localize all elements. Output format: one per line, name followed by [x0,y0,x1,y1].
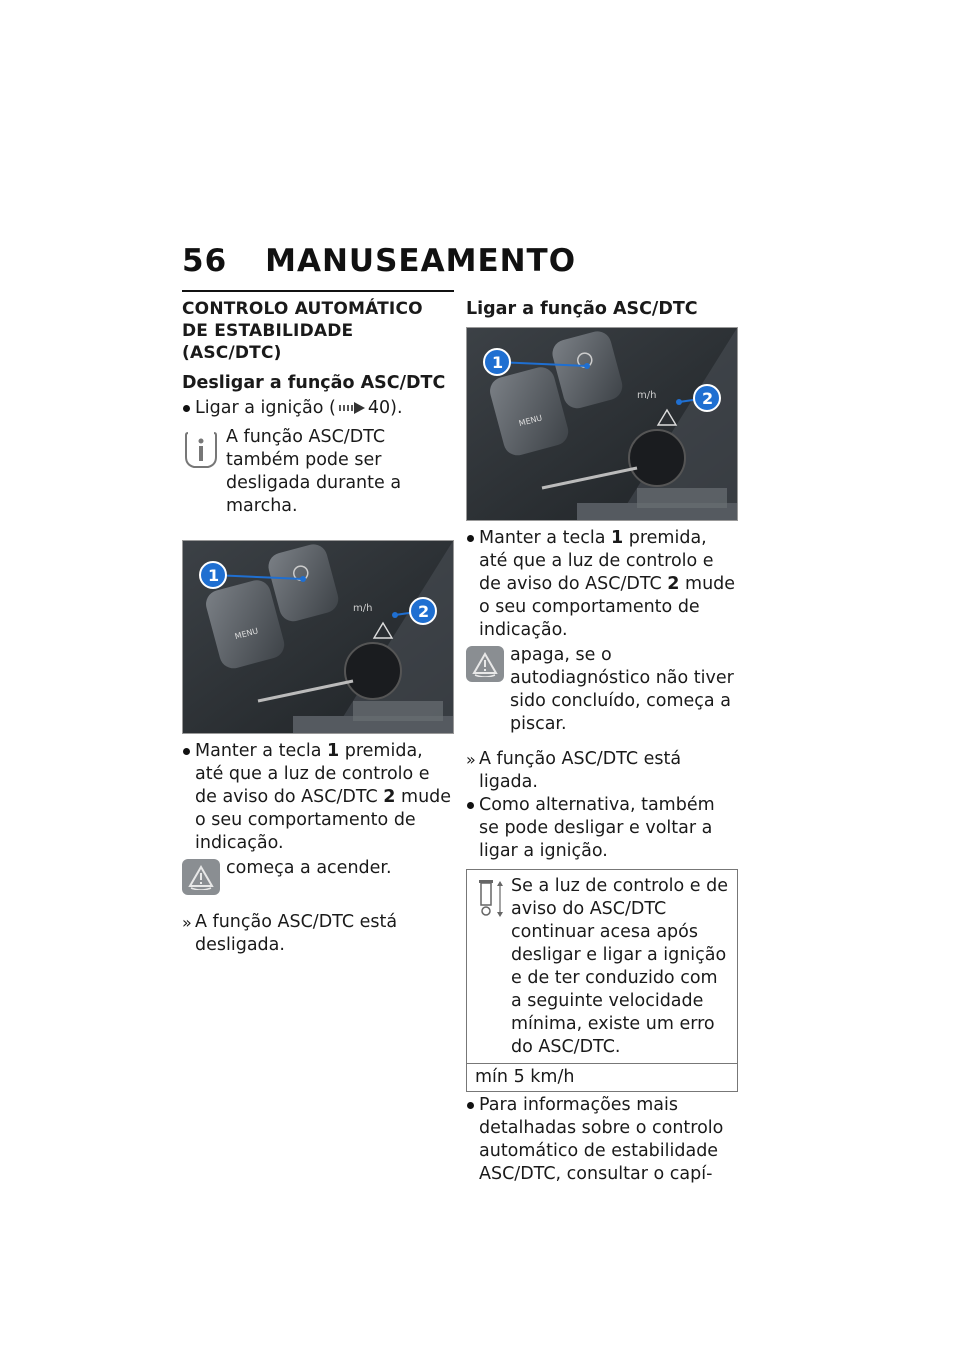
svg-text:MENU: MENU [233,626,260,642]
asc-warning-icon [466,646,504,682]
technical-data-value: mín 5 km/h [467,1063,737,1091]
step-more-info: Para informações mais detalhadas sobre o controlo automático de estabilidade ASC/DTC, consultar o capí- [466,1094,738,1186]
reference-arrow-icon [339,402,365,414]
page-header [182,243,576,279]
callout-2: 2 [702,389,714,408]
callout-1: 1 [208,566,220,585]
left-column [182,290,454,957]
svg-text:MENU: MENU [517,413,544,429]
asc-warning-icon [182,859,220,895]
warning-light-text: começa a acender. [226,858,392,878]
step-ignition-on: Ligar a ignição ( 40). [182,397,454,420]
svg-text:m/h: m/h [637,390,657,401]
info-note [182,426,454,518]
section-title: CONTROLO AUTOMÁTICO DE ESTABILIDADE (ASC/DTC) [182,299,423,363]
callout-2: 2 [418,602,430,621]
section-rule [182,290,454,292]
technical-data-icon [475,878,505,918]
result-asc-off: » A função ASC/DTC está desligada. [182,911,454,957]
technical-data-text: Se a luz de controlo e de aviso do ASC/DTC continuar acesa após desligar e ligar a ignição e de ter conduzido com a seguinte velocidade mínima, existe um erro do ASC/DTC. [511,876,728,1057]
subtitle-switch-off: Desligar a função ASC/DTC [182,373,446,393]
technical-data-box [466,869,738,1092]
right-column [466,290,738,1186]
photo-handlebar-switch-on [466,327,738,521]
chapter-title: MANUSEAMENTO [265,243,577,279]
warning-light-text-on: apaga, se o autodiagnóstico não tiver sido concluído, começa a piscar. [510,645,734,734]
warning-light-state [182,857,454,895]
svg-text:m/h: m/h [353,603,373,614]
result-asc-on: » A função ASC/DTC está ligada. [466,748,738,794]
step-alternative: Como alternativa, também se pode desligar e voltar a ligar a ignição. [466,794,738,863]
info-icon [182,429,220,469]
step-hold-button-on: Manter a tecla 1 premida, até que a luz de controlo e de aviso do ASC/DTC 2 mude o seu comportamento de indicação. [466,527,738,642]
photo-handlebar-switch-off [182,540,454,734]
step-hold-button: Manter a tecla 1 premida, até que a luz de controlo e de aviso do ASC/DTC 2 mude o seu comportamento de indicação. [182,740,454,855]
info-note-text: A função ASC/DTC também pode ser desligada durante a marcha. [226,427,402,516]
subtitle-switch-on: Ligar a função ASC/DTC [466,299,698,319]
page-reference[interactable]: 40 [367,398,391,418]
callout-1: 1 [492,353,504,372]
page-number: 56 [182,243,228,279]
warning-light-state-on [466,644,738,736]
